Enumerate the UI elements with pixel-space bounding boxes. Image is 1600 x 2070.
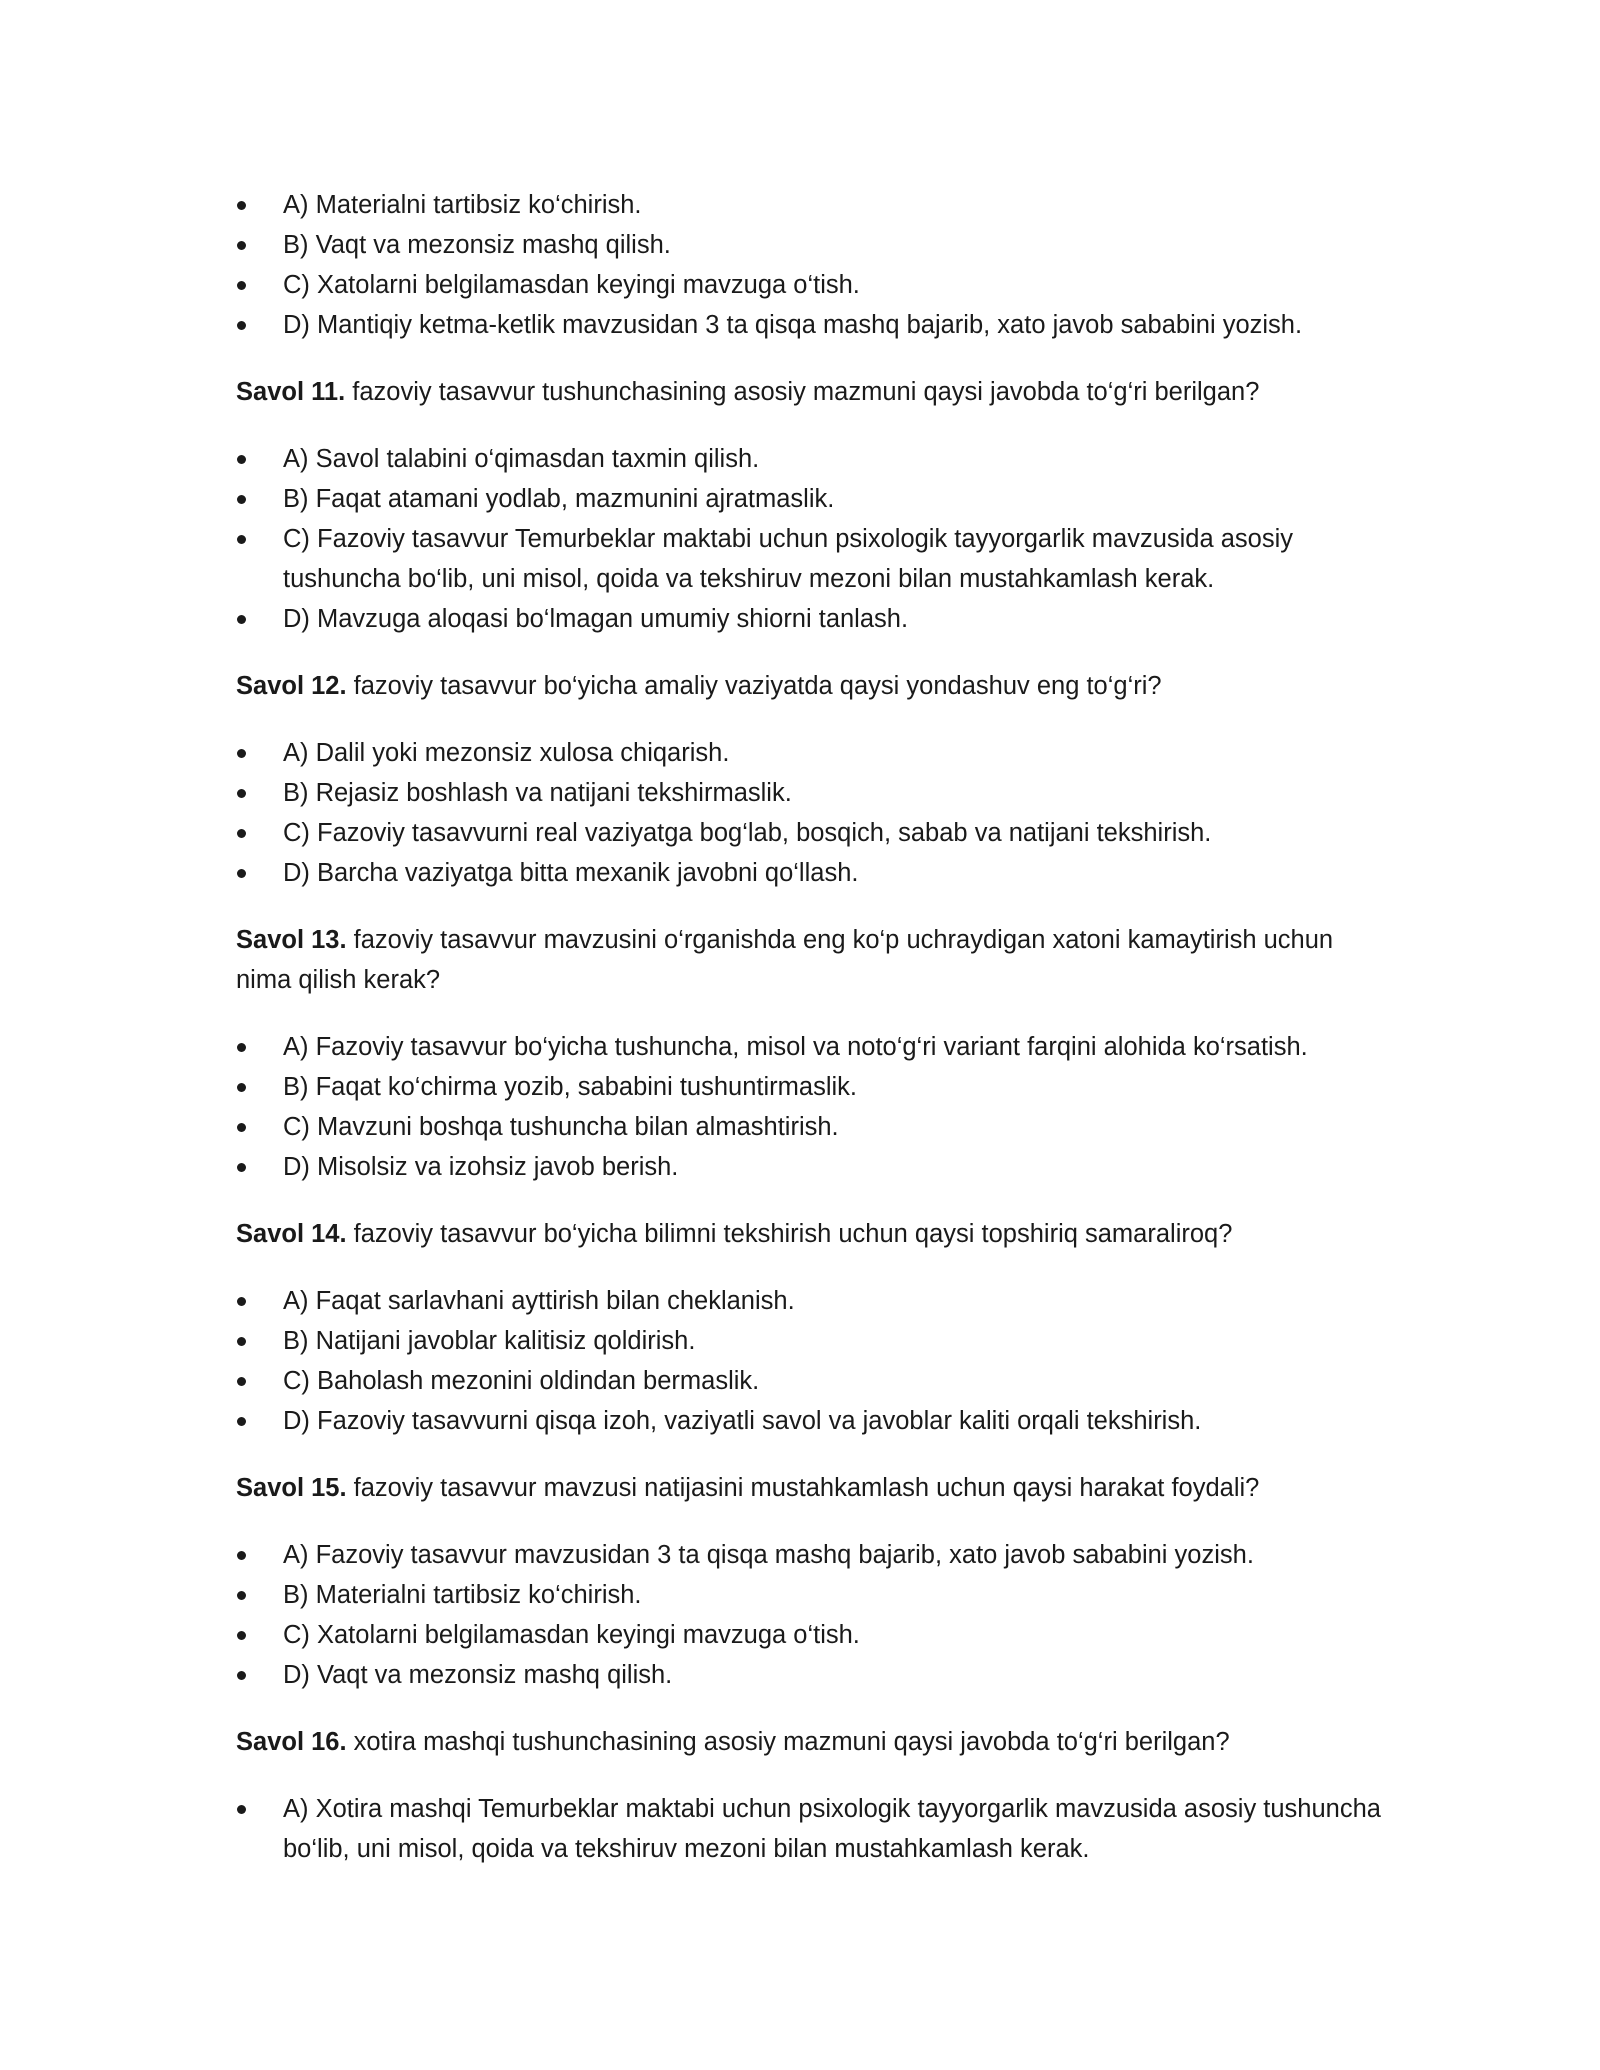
- option-item: A) Savol talabini o‘qimasdan taxmin qilish.: [236, 439, 1386, 479]
- question-text: fazoviy tasavvur mavzusi natijasini mustahkamlash uchun qaysi harakat foydali?: [346, 1474, 1260, 1502]
- option-list: [236, 1789, 1386, 1869]
- question-number: Savol 13.: [236, 926, 347, 954]
- option-list: [236, 439, 1386, 639]
- option-item: B) Faqat ko‘chirma yozib, sababini tushuntirmaslik.: [236, 1067, 1386, 1107]
- option-item: D) Mantiqiy ketma-ketlik mavzusidan 3 ta qisqa mashq bajarib, xato javob sababini yozish.: [236, 305, 1386, 345]
- question-15: [236, 1468, 1386, 1508]
- option-item: B) Natijani javoblar kalitisiz qoldirish.: [236, 1321, 1386, 1361]
- question-text: fazoviy tasavvur mavzusini o‘rganishda eng ko‘p uchraydigan xatoni kamaytirish uchun nima qilish kerak?: [236, 926, 1334, 994]
- question-13: [236, 920, 1386, 1000]
- option-item: A) Dalil yoki mezonsiz xulosa chiqarish.: [236, 733, 1386, 773]
- question-16: [236, 1722, 1386, 1762]
- option-item: D) Fazoviy tasavvurni qisqa izoh, vaziyatli savol va javoblar kaliti orqali tekshirish.: [236, 1401, 1386, 1441]
- option-item: B) Vaqt va mezonsiz mashq qilish.: [236, 225, 1386, 265]
- option-item: A) Fazoviy tasavvur mavzusidan 3 ta qisqa mashq bajarib, xato javob sababini yozish.: [236, 1535, 1386, 1575]
- question-14: [236, 1214, 1386, 1254]
- option-item: B) Materialni tartibsiz ko‘chirish.: [236, 1575, 1386, 1615]
- option-item: A) Xotira mashqi Temurbeklar maktabi uchun psixologik tayyorgarlik mavzusida asosiy tushuncha bo‘lib, uni misol, qoida va tekshiruv mezoni bilan mustahkamlash kerak.: [236, 1789, 1386, 1869]
- option-item: D) Misolsiz va izohsiz javob berish.: [236, 1147, 1386, 1187]
- option-list: [236, 1027, 1386, 1187]
- option-item: D) Vaqt va mezonsiz mashq qilish.: [236, 1655, 1386, 1695]
- question-number: Savol 12.: [236, 672, 347, 700]
- document-page: [236, 185, 1386, 1869]
- option-list: [236, 733, 1386, 893]
- question-12: [236, 666, 1386, 706]
- question-11: [236, 372, 1386, 412]
- option-item: C) Baholash mezonini oldindan bermaslik.: [236, 1361, 1386, 1401]
- question-number: Savol 11.: [236, 378, 346, 406]
- option-item: C) Fazoviy tasavvur Temurbeklar maktabi uchun psixologik tayyorgarlik mavzusida asosiy tushuncha bo‘lib, uni misol, qoida va tekshiruv mezoni bilan mustahkamlash kerak.: [236, 519, 1386, 599]
- option-item: D) Barcha vaziyatga bitta mexanik javobni qo‘llash.: [236, 853, 1386, 893]
- question-number: Savol 16.: [236, 1728, 347, 1756]
- option-list: [236, 185, 1386, 345]
- option-item: D) Mavzuga aloqasi bo‘lmagan umumiy shiorni tanlash.: [236, 599, 1386, 639]
- question-text: xotira mashqi tushunchasining asosiy mazmuni qaysi javobda to‘g‘ri berilgan?: [346, 1728, 1230, 1756]
- option-item: C) Xatolarni belgilamasdan keyingi mavzuga o‘tish.: [236, 265, 1386, 305]
- question-text: fazoviy tasavvur bo‘yicha bilimni tekshirish uchun qaysi topshiriq samaraliroq?: [346, 1220, 1233, 1248]
- option-item: A) Materialni tartibsiz ko‘chirish.: [236, 185, 1386, 225]
- question-text: fazoviy tasavvur bo‘yicha amaliy vaziyatda qaysi yondashuv eng to‘g‘ri?: [346, 672, 1162, 700]
- option-list: [236, 1281, 1386, 1441]
- option-item: B) Faqat atamani yodlab, mazmunini ajratmaslik.: [236, 479, 1386, 519]
- question-number: Savol 15.: [236, 1474, 347, 1502]
- option-item: B) Rejasiz boshlash va natijani tekshirmaslik.: [236, 773, 1386, 813]
- option-list: [236, 1535, 1386, 1695]
- option-item: A) Fazoviy tasavvur bo‘yicha tushuncha, misol va noto‘g‘ri variant farqini alohida ko‘rsatish.: [236, 1027, 1386, 1067]
- option-item: A) Faqat sarlavhani ayttirish bilan cheklanish.: [236, 1281, 1386, 1321]
- question-text: fazoviy tasavvur tushunchasining asosiy mazmuni qaysi javobda to‘g‘ri berilgan?: [345, 378, 1260, 406]
- question-number: Savol 14.: [236, 1220, 347, 1248]
- option-item: C) Fazoviy tasavvurni real vaziyatga bog‘lab, bosqich, sabab va natijani tekshirish.: [236, 813, 1386, 853]
- option-item: C) Xatolarni belgilamasdan keyingi mavzuga o‘tish.: [236, 1615, 1386, 1655]
- option-item: C) Mavzuni boshqa tushuncha bilan almashtirish.: [236, 1107, 1386, 1147]
